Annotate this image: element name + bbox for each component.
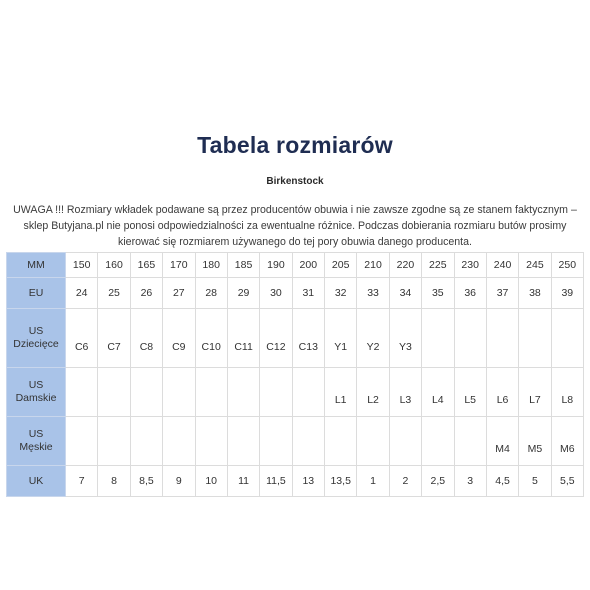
size-cell: 13,5 (325, 466, 357, 497)
size-cell: C6 (66, 309, 98, 368)
size-cell (227, 417, 259, 466)
size-cell: L4 (422, 368, 454, 417)
size-cell: C8 (130, 309, 162, 368)
size-cell: 33 (357, 278, 389, 309)
brand-name: Birkenstock (266, 176, 324, 187)
size-cell: 31 (292, 278, 324, 309)
size-cell (260, 368, 292, 417)
size-cell (389, 417, 421, 466)
size-cell: 8 (98, 466, 130, 497)
size-cell: 180 (195, 253, 227, 278)
size-cell (195, 368, 227, 417)
size-cell: 210 (357, 253, 389, 278)
size-cell (422, 417, 454, 466)
size-cell: L1 (325, 368, 357, 417)
size-cell: L7 (519, 368, 551, 417)
size-cell: 27 (163, 278, 195, 309)
size-cell: L2 (357, 368, 389, 417)
size-cell: 11,5 (260, 466, 292, 497)
size-cell: 39 (551, 278, 583, 309)
size-cell: C11 (227, 309, 259, 368)
size-cell: 38 (519, 278, 551, 309)
page-title: Tabela rozmiarów (197, 132, 393, 158)
size-cell: 9 (163, 466, 195, 497)
table-row-us-w (7, 368, 584, 417)
size-cell: 29 (227, 278, 259, 309)
size-cell (66, 417, 98, 466)
size-cell: 7 (66, 466, 98, 497)
row-header-us-m (7, 417, 66, 466)
size-table (6, 252, 584, 497)
size-cell: 220 (389, 253, 421, 278)
size-cell: Y3 (389, 309, 421, 368)
size-cell: 11 (227, 466, 259, 497)
size-cell: 205 (325, 253, 357, 278)
table-row-eu (7, 278, 584, 309)
size-cell (292, 417, 324, 466)
size-cell: M6 (551, 417, 583, 466)
row-header-mm (7, 253, 66, 278)
row-header-line: Dziecięce (13, 338, 59, 350)
size-cell: Y1 (325, 309, 357, 368)
size-cell: 2,5 (422, 466, 454, 497)
size-cell (130, 417, 162, 466)
size-cell: 10 (195, 466, 227, 497)
size-cell: L3 (389, 368, 421, 417)
size-cell: 225 (422, 253, 454, 278)
row-header-line: EU (28, 286, 44, 299)
size-cell: 250 (551, 253, 583, 278)
size-cell: L5 (454, 368, 486, 417)
size-cell: 230 (454, 253, 486, 278)
size-cell: 165 (130, 253, 162, 278)
size-cell: 26 (130, 278, 162, 309)
size-cell (130, 368, 162, 417)
row-header-line: US (28, 379, 44, 391)
size-cell (454, 417, 486, 466)
size-cell (519, 309, 551, 368)
size-cell (422, 309, 454, 368)
row-header-line: MM (27, 258, 45, 271)
size-cell (98, 417, 130, 466)
size-cell (551, 309, 583, 368)
size-cell (292, 368, 324, 417)
size-cell: 200 (292, 253, 324, 278)
size-cell: C13 (292, 309, 324, 368)
size-cell: 160 (98, 253, 130, 278)
size-cell: C9 (163, 309, 195, 368)
size-cell (66, 368, 98, 417)
row-header-line: Damskie (15, 392, 57, 404)
size-cell: 185 (227, 253, 259, 278)
size-cell: 245 (519, 253, 551, 278)
size-cell: C12 (260, 309, 292, 368)
size-cell: 3 (454, 466, 486, 497)
size-cell: M4 (486, 417, 518, 466)
size-cell: 5 (519, 466, 551, 497)
row-header-us-w (7, 368, 66, 417)
size-cell: C7 (98, 309, 130, 368)
size-cell: L6 (486, 368, 518, 417)
row-header-line: Męskie (19, 441, 53, 453)
size-cell (260, 417, 292, 466)
size-cell: 5,5 (551, 466, 583, 497)
size-cell: 240 (486, 253, 518, 278)
size-cell: 13 (292, 466, 324, 497)
row-header-us-kid (7, 309, 66, 368)
size-cell (98, 368, 130, 417)
size-cell (163, 368, 195, 417)
size-cell (195, 417, 227, 466)
row-header-line: UK (28, 474, 44, 487)
size-cell: 24 (66, 278, 98, 309)
size-cell: 2 (389, 466, 421, 497)
size-cell: 150 (66, 253, 98, 278)
size-cell: 36 (454, 278, 486, 309)
size-cell: 4,5 (486, 466, 518, 497)
size-cell (325, 417, 357, 466)
size-cell: 32 (325, 278, 357, 309)
size-cell: M5 (519, 417, 551, 466)
table-row-uk (7, 466, 584, 497)
size-cell: 25 (98, 278, 130, 309)
size-cell (454, 309, 486, 368)
table-row-us-kid (7, 309, 584, 368)
size-cell: 190 (260, 253, 292, 278)
size-cell: 37 (486, 278, 518, 309)
size-cell (227, 368, 259, 417)
size-cell: 1 (357, 466, 389, 497)
table-row-mm (7, 253, 584, 278)
size-cell (163, 417, 195, 466)
size-cell: C10 (195, 309, 227, 368)
size-cell (486, 309, 518, 368)
size-cell: 170 (163, 253, 195, 278)
row-header-uk (7, 466, 66, 497)
row-header-line: US (28, 325, 44, 337)
size-cell: Y2 (357, 309, 389, 368)
size-cell: L8 (551, 368, 583, 417)
row-header-line: US (28, 428, 44, 440)
row-header-eu (7, 278, 66, 309)
size-cell: 35 (422, 278, 454, 309)
warning-note: UWAGA !!! Rozmiary wkładek podawane są przez producentów obuwia i nie zawsze zgodne są ze stanem faktycznym – sklep Butyjana.pl nie ponosi odpowiedzialności za ewentualne różnice. Podczas dobierania rozmiaru butów prosimy kierować się rozmiarem używanego do tej pory obuwia danego producenta. (13, 204, 577, 248)
size-cell: 8,5 (130, 466, 162, 497)
size-cell (357, 417, 389, 466)
table-row-us-m (7, 417, 584, 466)
size-cell: 28 (195, 278, 227, 309)
size-cell: 34 (389, 278, 421, 309)
size-cell: 30 (260, 278, 292, 309)
